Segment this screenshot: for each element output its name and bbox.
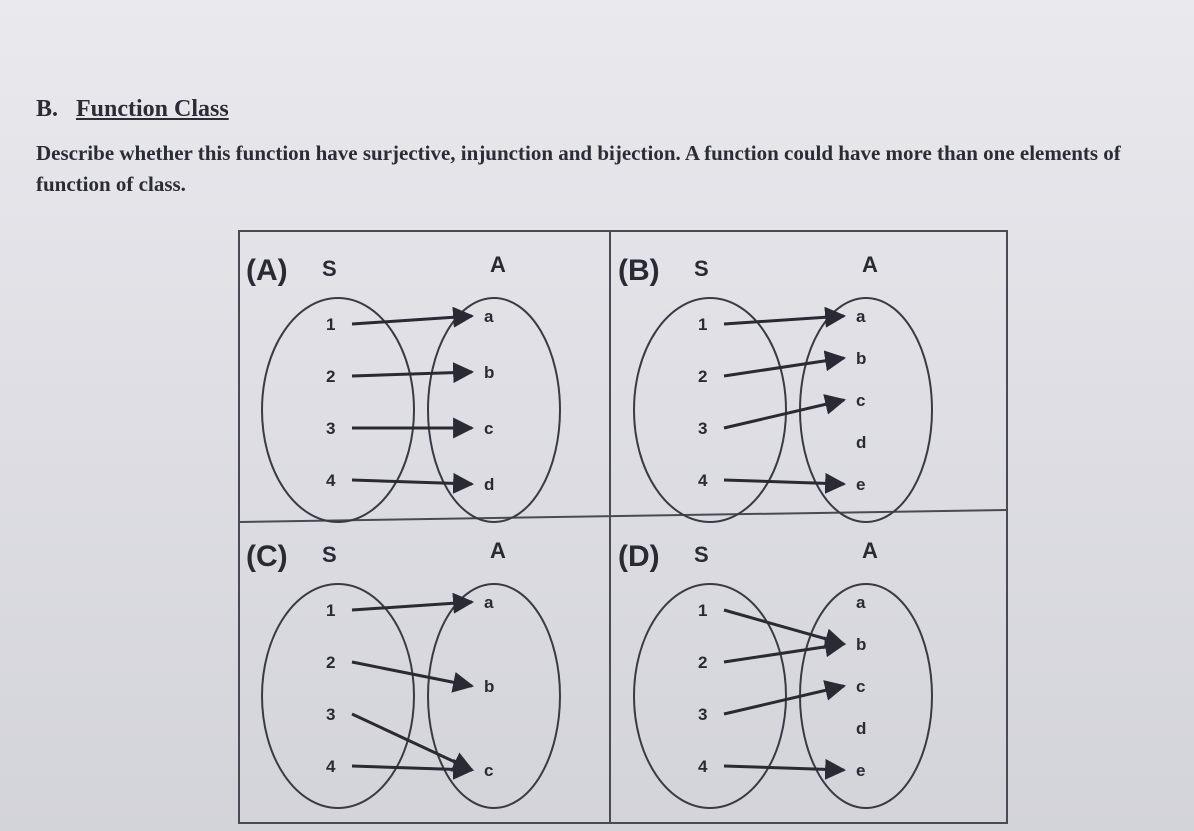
domain-element: 3 xyxy=(326,419,336,438)
mapping-arrow xyxy=(352,480,472,484)
codomain-element: d xyxy=(856,719,867,738)
domain-element: 4 xyxy=(698,471,708,490)
codomain-element: a xyxy=(484,593,494,612)
codomain-element: c xyxy=(484,761,494,780)
function-diagram-grid xyxy=(238,230,1008,824)
domain-element: 1 xyxy=(326,315,336,334)
panel-c xyxy=(246,538,560,808)
domain-element: 1 xyxy=(698,601,708,620)
section-heading xyxy=(36,96,229,123)
domain-set-label: S xyxy=(322,256,337,281)
codomain-element: c xyxy=(484,419,494,438)
codomain-ellipse xyxy=(800,298,932,522)
domain-set-label: S xyxy=(694,542,709,567)
function-diagrams xyxy=(240,232,1006,822)
domain-element: 3 xyxy=(698,419,708,438)
codomain-element: e xyxy=(856,761,866,780)
domain-element: 1 xyxy=(698,315,708,334)
codomain-element: b xyxy=(856,349,867,368)
domain-element: 2 xyxy=(326,653,336,672)
domain-ellipse xyxy=(262,584,414,808)
panel-label: (B) xyxy=(618,254,660,287)
domain-ellipse xyxy=(634,298,786,522)
mapping-arrow xyxy=(724,480,844,484)
codomain-element: a xyxy=(856,593,866,612)
codomain-element: c xyxy=(856,677,866,696)
domain-element: 2 xyxy=(698,653,708,672)
codomain-element: a xyxy=(856,307,866,326)
task-description: Describe whether this function have surjective, injunction and bijection. A function could have more than one elements of function of class. xyxy=(36,141,1121,196)
panel-a xyxy=(246,252,560,522)
panel-d xyxy=(618,538,932,808)
codomain-ellipse xyxy=(800,584,932,808)
mapping-arrow xyxy=(724,400,844,428)
codomain-set-label: A xyxy=(862,538,878,563)
domain-element: 4 xyxy=(326,471,336,490)
codomain-set-label: A xyxy=(490,252,506,277)
codomain-element: a xyxy=(484,307,494,326)
codomain-set-label: A xyxy=(490,538,506,563)
domain-element: 2 xyxy=(326,367,336,386)
codomain-element: b xyxy=(484,363,495,382)
codomain-element: d xyxy=(484,475,495,494)
codomain-element: b xyxy=(856,635,867,654)
codomain-element: c xyxy=(856,391,866,410)
codomain-element: b xyxy=(484,677,495,696)
mapping-arrow xyxy=(352,766,472,770)
codomain-set-label: A xyxy=(862,252,878,277)
domain-element: 2 xyxy=(698,367,708,386)
mapping-arrow xyxy=(724,686,844,714)
mapping-arrow xyxy=(724,644,844,662)
domain-ellipse xyxy=(634,584,786,808)
panel-label: (D) xyxy=(618,540,660,573)
section-title: Function Class xyxy=(76,96,229,122)
codomain-element: d xyxy=(856,433,867,452)
codomain-element: e xyxy=(856,475,866,494)
mapping-arrow xyxy=(352,372,472,376)
domain-element: 4 xyxy=(698,757,708,776)
mapping-arrow xyxy=(724,610,844,644)
domain-element: 4 xyxy=(326,757,336,776)
domain-ellipse xyxy=(262,298,414,522)
mapping-arrow xyxy=(724,766,844,770)
domain-element: 3 xyxy=(698,705,708,724)
section-number: B. xyxy=(36,96,59,122)
domain-set-label: S xyxy=(694,256,709,281)
panel-label: (C) xyxy=(246,540,288,573)
panel-label: (A) xyxy=(246,254,288,287)
domain-element: 1 xyxy=(326,601,336,620)
codomain-ellipse xyxy=(428,584,560,808)
domain-element: 3 xyxy=(326,705,336,724)
mapping-arrow xyxy=(724,358,844,376)
panel-b xyxy=(618,252,932,522)
domain-set-label: S xyxy=(322,542,337,567)
